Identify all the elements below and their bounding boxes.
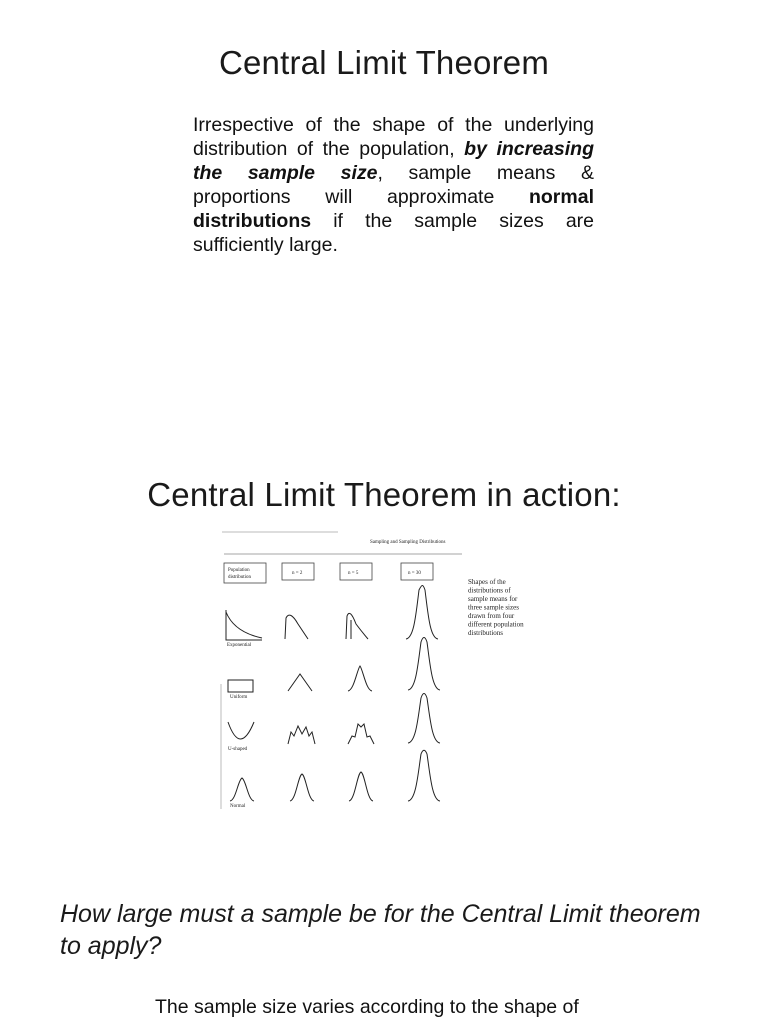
figure-caption [468,578,524,637]
slide-title-action: Central Limit Theorem in action: [147,476,621,513]
uniform-n2-curve [288,674,312,691]
u-shaped-n2-curve [288,726,315,744]
caption-line: sample means for [468,595,518,603]
u-shaped-population-curve [228,722,254,739]
row-label-uniform: Uniform [230,695,248,700]
definition-text-3: if the sample sizes are sufficiently large. [193,210,594,256]
definition-emphasis-sample-size: by increasing the sample size [193,138,594,184]
col-header-n5: n = 5 [348,571,359,576]
row-label-exponential: Exponential [227,643,252,648]
sample-size-body-start: The sample size varies according to the shape of [155,996,579,1018]
definition-text-2: , sample means & proportions will approximate [193,162,594,208]
normal-n5-curve [349,772,373,801]
caption-line: three sample sizes [468,603,519,612]
clt-definition-paragraph [193,113,594,257]
col-header-n2: n = 2 [292,571,303,576]
definition-emphasis-normal: normal distributions [193,186,594,232]
caption-line: distributions [468,629,504,637]
caption-line: drawn from four [468,612,515,620]
exponential-n2-curve [285,615,308,639]
row-normal [230,750,440,809]
u-shaped-n30-curve [408,694,440,744]
col-box-population [224,563,266,583]
normal-n30-curve [408,750,440,801]
clt-sampling-figure [218,524,548,824]
normal-n2-curve [290,774,314,801]
exponential-n30-curve [406,586,438,640]
exponential-population-curve [226,610,262,640]
uniform-n5-curve [348,666,372,691]
row-label-normal: Normal [230,804,246,809]
caption-line: different population [468,620,524,629]
caption-line: Shapes of the [468,578,506,586]
row-label-u-shaped: U-shaped [228,747,248,752]
definition-text-1: Irrespective of the shape of the underlying distribution of the population, [193,114,594,160]
row-exponential [226,586,438,649]
row-uniform [228,638,440,701]
caption-line: distributions of [468,586,511,595]
col-header-distribution: distribution [228,575,252,580]
uniform-n30-curve [408,638,440,691]
figure-header: Sampling and Sampling Distributions [370,540,446,545]
exponential-n5-curve [346,613,368,639]
uniform-population-shape [228,680,253,692]
col-header-population: Population [228,568,250,573]
u-shaped-n5-curve [348,724,374,744]
row-u-shaped [228,694,440,753]
slide-title: Central Limit Theorem [218,44,550,81]
col-header-n30: n = 30 [408,571,421,576]
normal-population-curve [230,778,254,801]
sample-size-question: How large must a sample be for the Central Limit theorem to apply? [60,900,701,960]
